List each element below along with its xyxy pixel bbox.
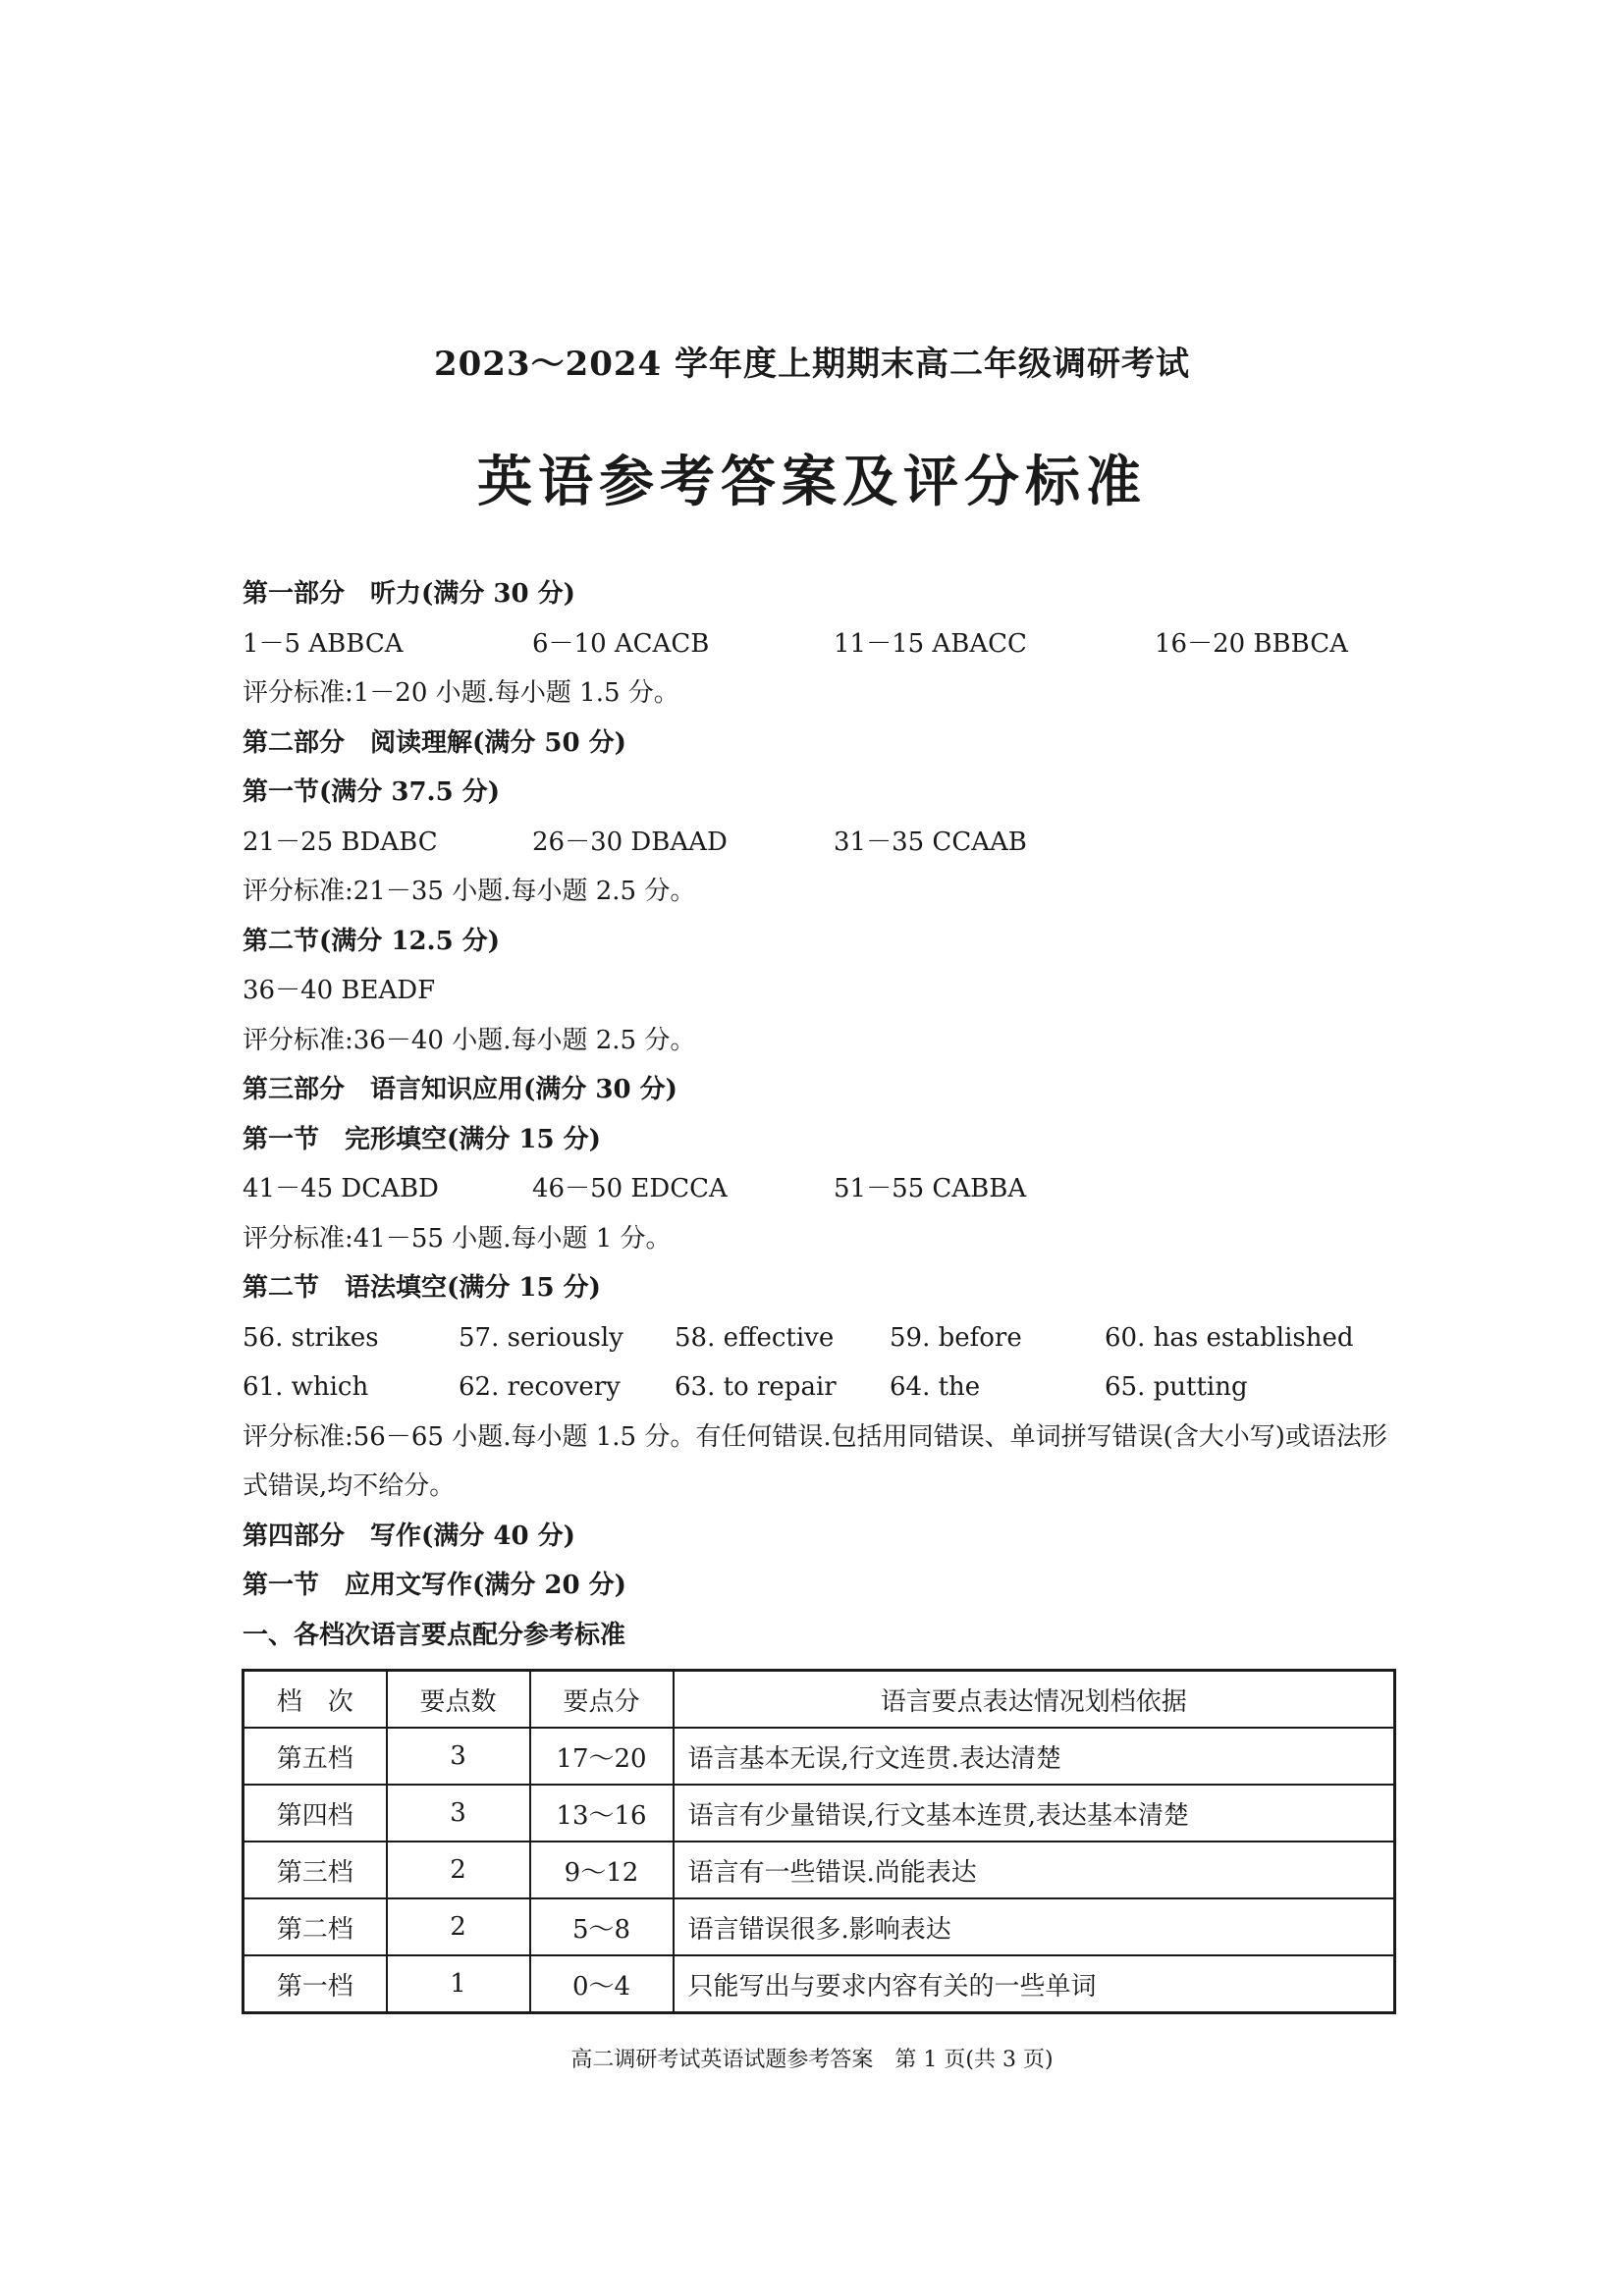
answer-group: 31－35 CCAAB — [834, 827, 1027, 857]
column-header: 要点分 — [530, 1671, 674, 1729]
table-row — [244, 1728, 1395, 1785]
table-row — [244, 1842, 1395, 1898]
table-row — [244, 1898, 1395, 1955]
answer-group: 51－55 CABBA — [834, 1174, 1027, 1203]
grade-level: 第二档 — [244, 1898, 387, 1955]
part1-title: 听力(满分 30 分) — [370, 579, 575, 609]
part1-answers — [243, 619, 1401, 669]
answer-group: 26－30 DBAAD — [532, 827, 728, 857]
scoring-rubric-table — [242, 1669, 1396, 2014]
score-range: 13～16 — [530, 1785, 674, 1842]
grade-criteria: 语言基本无误,行文连贯.表达清楚 — [674, 1728, 1395, 1785]
grammar-answer: 56. strikes — [243, 1322, 379, 1353]
score-range: 0～4 — [530, 1955, 674, 2013]
part2-heading — [243, 719, 1401, 769]
part2-label: 第二部分 — [243, 727, 346, 758]
part3-section2-scoring-rule: 评分标准:56－65 小题.每小题 1.5 分。有任何错误.包括用同错误、单词拼写错误(含大小写)或语法形式错误,均不给分。 — [243, 1421, 1387, 1501]
score-range: 17～20 — [530, 1728, 674, 1785]
part3-section1-title: 完形填空(满分 15 分) — [345, 1124, 601, 1154]
table-header-row — [244, 1671, 1395, 1729]
grammar-answer: 57. seriously — [459, 1322, 623, 1353]
point-count: 2 — [387, 1842, 530, 1898]
answer-group: 11－15 ABACC — [834, 628, 1027, 659]
score-range: 9～12 — [530, 1842, 674, 1898]
part3-section2-title: 语法填空(满分 15 分) — [345, 1273, 601, 1303]
column-header: 要点数 — [387, 1671, 530, 1729]
rubric-subheading: 一、各档次语言要点配分参考标准 — [243, 1620, 626, 1650]
point-count: 3 — [387, 1728, 530, 1785]
exam-title: 2023～2024 学年度上期期末高二年级调研考试 — [433, 345, 1191, 384]
answer-group: 46－50 EDCCA — [532, 1174, 728, 1203]
grammar-answer: 62. recovery — [459, 1372, 621, 1402]
part3-label: 第三部分 — [243, 1075, 346, 1104]
part4-section1-heading — [243, 1561, 1401, 1611]
part1-scoring-rule: 评分标准:1－20 小题.每小题 1.5 分。 — [243, 678, 679, 708]
part2-title: 阅读理解(满分 50 分) — [370, 727, 626, 758]
grade-criteria: 只能写出与要求内容有关的一些单词 — [674, 1955, 1395, 2013]
table-row — [244, 1785, 1395, 1842]
grade-level: 第四档 — [244, 1785, 387, 1842]
grade-level: 第五档 — [244, 1728, 387, 1785]
part3-section1-heading — [243, 1115, 1401, 1165]
answer-group: 16－20 BBBCA — [1155, 628, 1348, 659]
part3-section2-label: 第二节 — [243, 1273, 320, 1303]
part2-section1-answers — [243, 818, 1401, 868]
table-row — [244, 1955, 1395, 2013]
answer-group: 6－10 ACACB — [532, 628, 710, 659]
column-header: 档 次 — [244, 1671, 387, 1729]
answer-group: 36－40 BEADF — [243, 976, 436, 1005]
part4-title: 写作(满分 40 分) — [370, 1521, 575, 1551]
answer-group: 1－5 ABBCA — [243, 628, 404, 659]
point-count: 1 — [387, 1955, 530, 2013]
part3-section1-label: 第一节 — [243, 1124, 320, 1154]
page-footer: 高二调研考试英语试题参考答案 第 1 页(共 3 页) — [570, 2048, 1054, 2072]
part3-section2-heading — [243, 1263, 1401, 1313]
part2-section2-scoring-rule: 评分标准:36－40 小题.每小题 2.5 分。 — [243, 1025, 696, 1055]
point-count: 2 — [387, 1898, 530, 1955]
part2-section1-scoring-rule: 评分标准:21－35 小题.每小题 2.5 分。 — [243, 877, 696, 906]
answer-group: 21－25 BDABC — [243, 827, 438, 857]
grammar-answer: 63. to repair — [675, 1372, 837, 1402]
grammar-answer: 61. which — [243, 1372, 369, 1402]
grammar-answers-row-1 — [243, 1313, 1401, 1363]
answer-group: 41－45 DCABD — [243, 1174, 439, 1203]
part1-label: 第一部分 — [243, 579, 346, 609]
grade-level: 第三档 — [244, 1842, 387, 1898]
grade-criteria: 语言有少量错误,行文基本连贯,表达基本清楚 — [674, 1785, 1395, 1842]
part2-section2-heading: 第二节(满分 12.5 分) — [243, 926, 501, 956]
grade-criteria: 语言错误很多.影响表达 — [674, 1898, 1395, 1955]
score-range: 5～8 — [530, 1898, 674, 1955]
part2-section1-heading: 第一节(满分 37.5 分) — [243, 777, 501, 807]
grade-level: 第一档 — [244, 1955, 387, 2013]
part3-heading — [243, 1065, 1401, 1115]
part4-section1-title: 应用文写作(满分 20 分) — [345, 1571, 626, 1600]
part3-section1-scoring-rule: 评分标准:41－55 小题.每小题 1 分。 — [243, 1223, 672, 1254]
answer-content — [243, 569, 1401, 1660]
grade-criteria: 语言有一些错误.尚能表达 — [674, 1842, 1395, 1898]
part4-heading — [243, 1512, 1401, 1562]
part3-title: 语言知识应用(满分 30 分) — [370, 1075, 677, 1104]
document-title: 英语参考答案及评分标准 — [477, 450, 1147, 514]
grammar-answer: 60. has established — [1105, 1322, 1354, 1353]
grammar-answer: 58. effective — [675, 1322, 835, 1353]
column-header: 语言要点表达情况划档依据 — [674, 1671, 1395, 1729]
grammar-answers-row-2 — [243, 1362, 1401, 1413]
part3-section1-answers — [243, 1164, 1401, 1214]
point-count: 3 — [387, 1785, 530, 1842]
part1-heading — [243, 569, 1401, 619]
grammar-answer: 64. the — [890, 1372, 981, 1402]
grammar-answer: 65. putting — [1105, 1372, 1248, 1402]
part4-label: 第四部分 — [243, 1521, 346, 1551]
grammar-answer: 59. before — [890, 1322, 1022, 1353]
part2-section2-answers — [243, 966, 1401, 1016]
part4-section1-label: 第一节 — [243, 1571, 320, 1600]
